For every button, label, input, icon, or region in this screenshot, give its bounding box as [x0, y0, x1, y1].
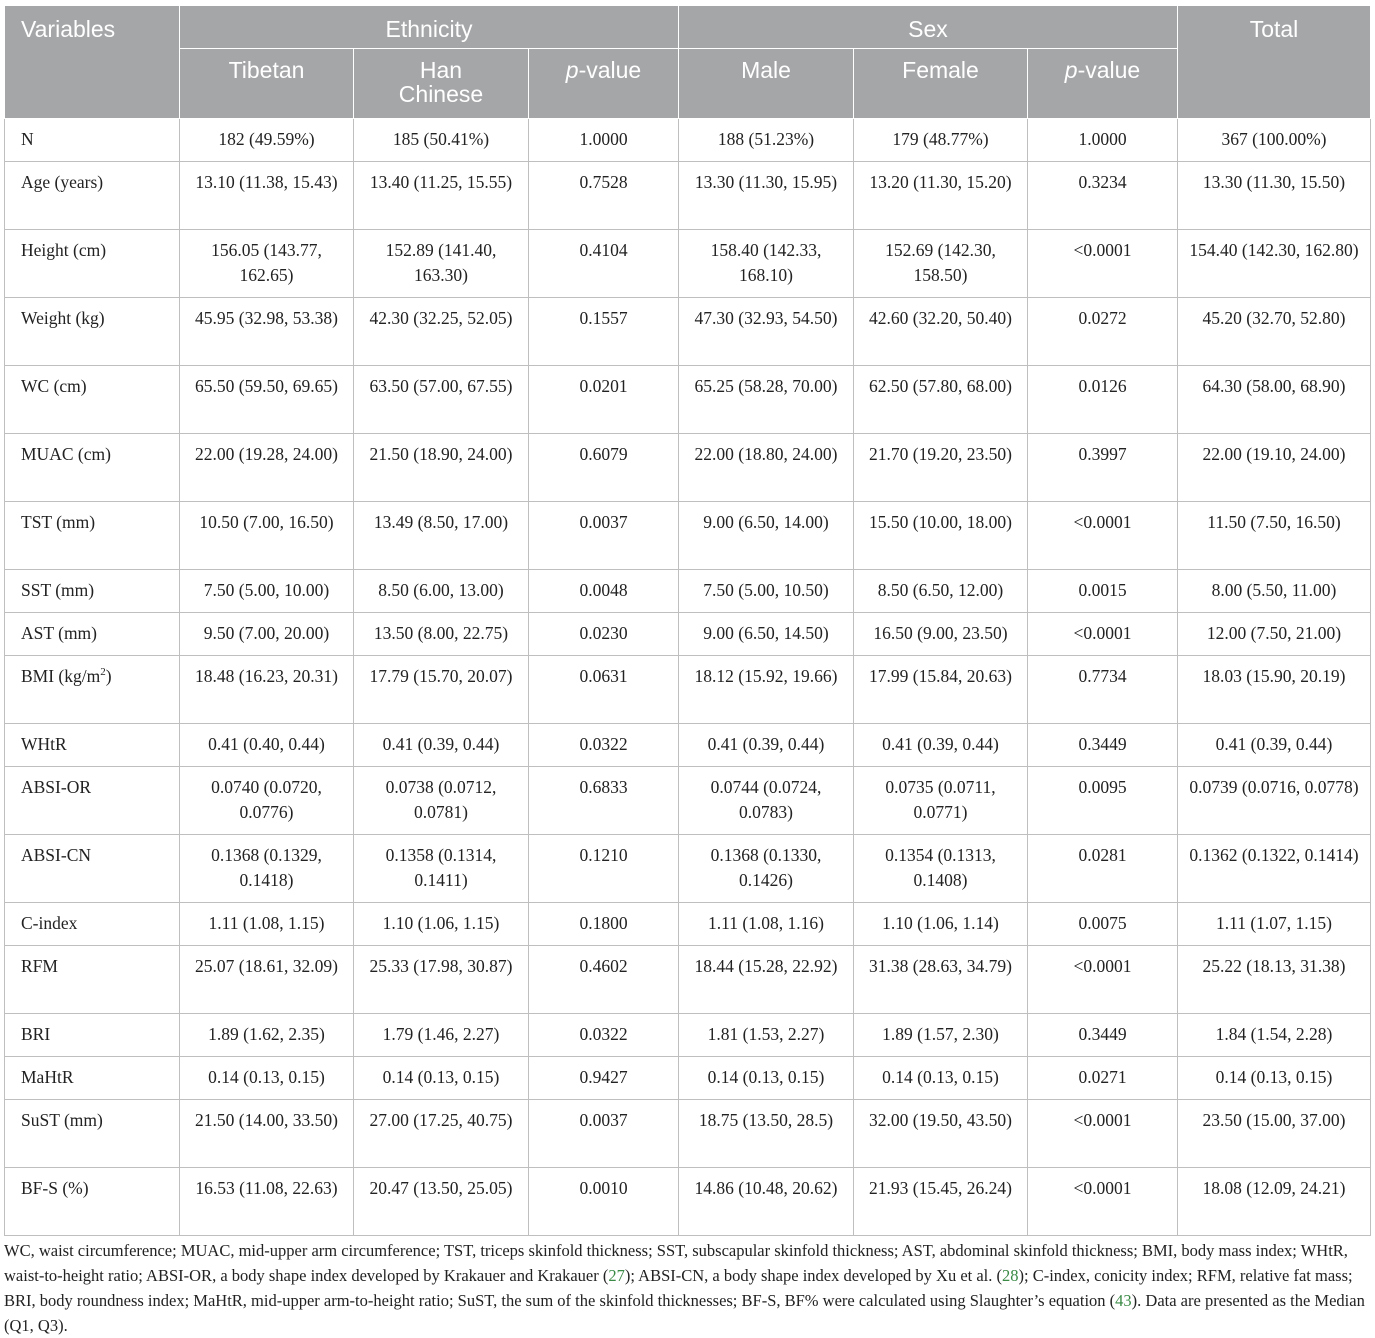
- cell-female: 0.41 (0.39, 0.44): [854, 724, 1028, 767]
- cell-total: 64.30 (58.00, 68.90): [1178, 366, 1371, 434]
- cell-variable: [5, 767, 180, 835]
- cell-p-value-sex: 0.0126: [1028, 366, 1178, 434]
- cell-total: 0.14 (0.13, 0.15): [1178, 1057, 1371, 1100]
- cell-variable: [5, 570, 180, 613]
- variable-label: AST (mm): [21, 623, 97, 643]
- cell-p-value-ethnicity: 0.4602: [529, 946, 679, 1014]
- variable-label: MaHtR: [21, 1067, 74, 1087]
- table-row: [5, 502, 1371, 570]
- cell-male: 14.86 (10.48, 20.62): [679, 1168, 854, 1236]
- table-row: [5, 903, 1371, 946]
- p-letter: p: [565, 57, 579, 83]
- cell-p-value-ethnicity: 0.0230: [529, 613, 679, 656]
- variable-label: WHtR: [21, 734, 67, 754]
- cell-tibetan: 7.50 (5.00, 10.00): [180, 570, 354, 613]
- table-row: [5, 1168, 1371, 1236]
- cell-female: 16.50 (9.00, 23.50): [854, 613, 1028, 656]
- variable-label-end: ): [105, 666, 112, 686]
- footnote-text-3: ); C-index, conicity index; RFM, relative fat mass; BRI, body roundness index; MaHtR, mid-upper arm-to-height ratio; SuST, the sum of the skinfold thicknesses; BF-S, BF% were calculated using Slaughter’s equation (: [4, 1266, 1353, 1310]
- cell-han-chinese: 152.89 (141.40, 163.30): [354, 230, 529, 298]
- cell-han-chinese: 0.41 (0.39, 0.44): [354, 724, 529, 767]
- header-variables: Variables: [5, 6, 180, 119]
- cell-p-value-ethnicity: 0.1800: [529, 903, 679, 946]
- cell-p-value-sex: 0.0271: [1028, 1057, 1178, 1100]
- cell-total: 367 (100.00%): [1178, 119, 1371, 162]
- cell-variable: [5, 656, 180, 724]
- cell-p-value-sex: 0.3449: [1028, 724, 1178, 767]
- cell-tibetan: 1.89 (1.62, 2.35): [180, 1014, 354, 1057]
- cell-han-chinese: 8.50 (6.00, 13.00): [354, 570, 529, 613]
- cell-p-value-ethnicity: 0.7528: [529, 162, 679, 230]
- variable-label: WC (cm): [21, 376, 87, 396]
- variable-label: MUAC (cm): [21, 444, 111, 464]
- table-row: [5, 230, 1371, 298]
- cell-tibetan: 0.1368 (0.1329, 0.1418): [180, 835, 354, 903]
- header-ethnicity: Ethnicity: [180, 6, 679, 49]
- cell-male: 18.12 (15.92, 19.66): [679, 656, 854, 724]
- cell-p-value-sex: 0.3234: [1028, 162, 1178, 230]
- cell-male: 1.11 (1.08, 1.16): [679, 903, 854, 946]
- table-footnote: [4, 1238, 1370, 1338]
- cell-tibetan: 0.41 (0.40, 0.44): [180, 724, 354, 767]
- header-p-value-ethnicity: [529, 49, 679, 119]
- cell-female: 62.50 (57.80, 68.00): [854, 366, 1028, 434]
- cell-p-value-sex: <0.0001: [1028, 502, 1178, 570]
- cell-han-chinese: 13.49 (8.50, 17.00): [354, 502, 529, 570]
- cell-female: 0.14 (0.13, 0.15): [854, 1057, 1028, 1100]
- cell-p-value-ethnicity: 0.9427: [529, 1057, 679, 1100]
- cell-female: 152.69 (142.30, 158.50): [854, 230, 1028, 298]
- cell-variable: [5, 434, 180, 502]
- variable-label: Age (years): [21, 172, 104, 192]
- cell-p-value-sex: 0.3449: [1028, 1014, 1178, 1057]
- table-row: [5, 1057, 1371, 1100]
- cell-female: 17.99 (15.84, 20.63): [854, 656, 1028, 724]
- variable-label: RFM: [21, 956, 58, 976]
- reference-link-43[interactable]: 43: [1115, 1291, 1132, 1310]
- cell-p-value-sex: <0.0001: [1028, 1168, 1178, 1236]
- cell-p-value-ethnicity: 0.1210: [529, 835, 679, 903]
- cell-tibetan: 16.53 (11.08, 22.63): [180, 1168, 354, 1236]
- variable-label: SuST (mm): [21, 1110, 103, 1130]
- cell-variable: [5, 1014, 180, 1057]
- cell-total: 18.03 (15.90, 20.19): [1178, 656, 1371, 724]
- cell-p-value-sex: 0.0281: [1028, 835, 1178, 903]
- footnote-text-4: ). Data are presented as the Median (Q1, Q3).: [4, 1291, 1365, 1335]
- cell-han-chinese: 63.50 (57.00, 67.55): [354, 366, 529, 434]
- cell-p-value-ethnicity: 0.0037: [529, 502, 679, 570]
- variable-label: ABSI-OR: [21, 777, 92, 797]
- cell-tibetan: 25.07 (18.61, 32.09): [180, 946, 354, 1014]
- cell-p-value-ethnicity: 0.6833: [529, 767, 679, 835]
- cell-male: 9.00 (6.50, 14.00): [679, 502, 854, 570]
- cell-variable: [5, 724, 180, 767]
- cell-han-chinese: 185 (50.41%): [354, 119, 529, 162]
- cell-p-value-ethnicity: 0.0631: [529, 656, 679, 724]
- cell-p-value-ethnicity: 0.0322: [529, 1014, 679, 1057]
- table-row: [5, 570, 1371, 613]
- cell-female: 0.1354 (0.1313, 0.1408): [854, 835, 1028, 903]
- cell-han-chinese: 1.10 (1.06, 1.15): [354, 903, 529, 946]
- cell-total: 8.00 (5.50, 11.00): [1178, 570, 1371, 613]
- table-row: [5, 1014, 1371, 1057]
- table-row: [5, 767, 1371, 835]
- cell-variable: [5, 119, 180, 162]
- cell-p-value-ethnicity: 0.0322: [529, 724, 679, 767]
- cell-p-value-ethnicity: 0.1557: [529, 298, 679, 366]
- cell-female: 8.50 (6.50, 12.00): [854, 570, 1028, 613]
- variable-label: BMI (kg/m: [21, 666, 101, 686]
- cell-male: 188 (51.23%): [679, 119, 854, 162]
- cell-total: 0.0739 (0.0716, 0.0778): [1178, 767, 1371, 835]
- cell-female: 179 (48.77%): [854, 119, 1028, 162]
- cell-male: 65.25 (58.28, 70.00): [679, 366, 854, 434]
- cell-male: 13.30 (11.30, 15.95): [679, 162, 854, 230]
- cell-total: 1.84 (1.54, 2.28): [1178, 1014, 1371, 1057]
- cell-female: 32.00 (19.50, 43.50): [854, 1100, 1028, 1168]
- table-row: [5, 835, 1371, 903]
- cell-male: 1.81 (1.53, 2.27): [679, 1014, 854, 1057]
- table-row: [5, 613, 1371, 656]
- cell-female: 21.70 (19.20, 23.50): [854, 434, 1028, 502]
- cell-male: 18.44 (15.28, 22.92): [679, 946, 854, 1014]
- footnote-text-1: WC, waist circumference; MUAC, mid-upper arm circumference; TST, triceps skinfold thickness; SST, subscapular skinfold thickness; AST, abdominal skinfold thickness; BMI, body mass index; WHtR, waist-to-height ratio; ABSI-OR, a body shape index developed by Krakauer and Krakauer (: [4, 1241, 1348, 1285]
- cell-female: 31.38 (28.63, 34.79): [854, 946, 1028, 1014]
- variable-label: SST (mm): [21, 580, 95, 600]
- cell-p-value-sex: 0.0075: [1028, 903, 1178, 946]
- cell-variable: [5, 502, 180, 570]
- cell-female: 1.10 (1.06, 1.14): [854, 903, 1028, 946]
- cell-total: 13.30 (11.30, 15.50): [1178, 162, 1371, 230]
- cell-p-value-sex: <0.0001: [1028, 1100, 1178, 1168]
- variable-label: C-index: [21, 913, 78, 933]
- cell-variable: [5, 230, 180, 298]
- cell-male: 0.14 (0.13, 0.15): [679, 1057, 854, 1100]
- cell-han-chinese: 25.33 (17.98, 30.87): [354, 946, 529, 1014]
- cell-variable: [5, 1100, 180, 1168]
- cell-p-value-sex: 0.3997: [1028, 434, 1178, 502]
- cell-female: 42.60 (32.20, 50.40): [854, 298, 1028, 366]
- cell-variable: [5, 366, 180, 434]
- header-female: Female: [854, 49, 1028, 119]
- cell-total: 45.20 (32.70, 52.80): [1178, 298, 1371, 366]
- table-row: [5, 946, 1371, 1014]
- cell-variable: [5, 903, 180, 946]
- header-total: Total: [1178, 6, 1371, 119]
- header-p-value-sex: [1028, 49, 1178, 119]
- header-han-chinese: Han Chinese: [354, 49, 529, 119]
- cell-han-chinese: 20.47 (13.50, 25.05): [354, 1168, 529, 1236]
- cell-female: 0.0735 (0.0711, 0.0771): [854, 767, 1028, 835]
- p-suffix: -value: [1077, 57, 1141, 83]
- cell-tibetan: 18.48 (16.23, 20.31): [180, 656, 354, 724]
- table-row: [5, 724, 1371, 767]
- cell-total: 11.50 (7.50, 16.50): [1178, 502, 1371, 570]
- variable-label: ABSI-CN: [21, 845, 92, 865]
- cell-tibetan: 156.05 (143.77, 162.65): [180, 230, 354, 298]
- cell-p-value-sex: 1.0000: [1028, 119, 1178, 162]
- cell-tibetan: 45.95 (32.98, 53.38): [180, 298, 354, 366]
- header-male: Male: [679, 49, 854, 119]
- cell-han-chinese: 21.50 (18.90, 24.00): [354, 434, 529, 502]
- cell-tibetan: 9.50 (7.00, 20.00): [180, 613, 354, 656]
- reference-link-28[interactable]: 28: [1002, 1266, 1019, 1285]
- cell-han-chinese: 13.40 (11.25, 15.55): [354, 162, 529, 230]
- cell-han-chinese: 0.1358 (0.1314, 0.1411): [354, 835, 529, 903]
- cell-male: 47.30 (32.93, 54.50): [679, 298, 854, 366]
- cell-tibetan: 0.14 (0.13, 0.15): [180, 1057, 354, 1100]
- cell-variable: [5, 946, 180, 1014]
- table-row: [5, 656, 1371, 724]
- cell-total: 1.11 (1.07, 1.15): [1178, 903, 1371, 946]
- table-row: [5, 162, 1371, 230]
- table-row: [5, 434, 1371, 502]
- cell-male: 158.40 (142.33, 168.10): [679, 230, 854, 298]
- cell-p-value-sex: 0.0272: [1028, 298, 1178, 366]
- cell-tibetan: 13.10 (11.38, 15.43): [180, 162, 354, 230]
- variable-label: TST (mm): [21, 512, 96, 532]
- header-sex: Sex: [679, 6, 1178, 49]
- variable-label: N: [21, 129, 34, 149]
- table-row: [5, 1100, 1371, 1168]
- cell-female: 21.93 (15.45, 26.24): [854, 1168, 1028, 1236]
- reference-link-27[interactable]: 27: [608, 1266, 625, 1285]
- cell-tibetan: 182 (49.59%): [180, 119, 354, 162]
- cell-p-value-ethnicity: 0.0201: [529, 366, 679, 434]
- variable-label-superscript: 2: [100, 666, 106, 679]
- cell-female: 13.20 (11.30, 15.20): [854, 162, 1028, 230]
- cell-p-value-sex: <0.0001: [1028, 230, 1178, 298]
- cell-p-value-ethnicity: 1.0000: [529, 119, 679, 162]
- cell-total: 0.1362 (0.1322, 0.1414): [1178, 835, 1371, 903]
- cell-tibetan: 21.50 (14.00, 33.50): [180, 1100, 354, 1168]
- variable-label: Weight (kg): [21, 308, 105, 328]
- cell-p-value-ethnicity: 0.0010: [529, 1168, 679, 1236]
- cell-tibetan: 1.11 (1.08, 1.15): [180, 903, 354, 946]
- cell-variable: [5, 1057, 180, 1100]
- cell-p-value-ethnicity: 0.4104: [529, 230, 679, 298]
- cell-male: 0.1368 (0.1330, 0.1426): [679, 835, 854, 903]
- variable-label: BRI: [21, 1024, 51, 1044]
- cell-tibetan: 10.50 (7.00, 16.50): [180, 502, 354, 570]
- cell-p-value-sex: 0.0095: [1028, 767, 1178, 835]
- cell-han-chinese: 42.30 (32.25, 52.05): [354, 298, 529, 366]
- cell-total: 0.41 (0.39, 0.44): [1178, 724, 1371, 767]
- cell-variable: [5, 298, 180, 366]
- p-letter: p: [1064, 57, 1078, 83]
- cell-tibetan: 0.0740 (0.0720, 0.0776): [180, 767, 354, 835]
- variable-label: Height (cm): [21, 240, 107, 260]
- cell-tibetan: 65.50 (59.50, 69.65): [180, 366, 354, 434]
- cell-total: 12.00 (7.50, 21.00): [1178, 613, 1371, 656]
- variable-label: BF-S (%): [21, 1178, 89, 1198]
- p-suffix: -value: [578, 57, 642, 83]
- cell-variable: [5, 162, 180, 230]
- cell-male: 18.75 (13.50, 28.5): [679, 1100, 854, 1168]
- table-row: [5, 119, 1371, 162]
- footnote-text-2: ); ABSI-CN, a body shape index developed by Xu et al. (: [624, 1266, 1003, 1285]
- cell-han-chinese: 27.00 (17.25, 40.75): [354, 1100, 529, 1168]
- cell-female: 15.50 (10.00, 18.00): [854, 502, 1028, 570]
- cell-p-value-sex: 0.0015: [1028, 570, 1178, 613]
- cell-total: 25.22 (18.13, 31.38): [1178, 946, 1371, 1014]
- cell-han-chinese: 17.79 (15.70, 20.07): [354, 656, 529, 724]
- cell-total: 23.50 (15.00, 37.00): [1178, 1100, 1371, 1168]
- data-table: [4, 5, 1371, 1236]
- cell-tibetan: 22.00 (19.28, 24.00): [180, 434, 354, 502]
- cell-total: 18.08 (12.09, 24.21): [1178, 1168, 1371, 1236]
- cell-han-chinese: 0.0738 (0.0712, 0.0781): [354, 767, 529, 835]
- cell-han-chinese: 1.79 (1.46, 2.27): [354, 1014, 529, 1057]
- cell-male: 0.0744 (0.0724, 0.0783): [679, 767, 854, 835]
- cell-p-value-ethnicity: 0.0048: [529, 570, 679, 613]
- cell-variable: [5, 613, 180, 656]
- cell-male: 0.41 (0.39, 0.44): [679, 724, 854, 767]
- table-body: [5, 119, 1371, 1236]
- cell-total: 154.40 (142.30, 162.80): [1178, 230, 1371, 298]
- cell-p-value-ethnicity: 0.6079: [529, 434, 679, 502]
- cell-female: 1.89 (1.57, 2.30): [854, 1014, 1028, 1057]
- cell-variable: [5, 1168, 180, 1236]
- table-row: [5, 298, 1371, 366]
- header-tibetan: Tibetan: [180, 49, 354, 119]
- cell-male: 7.50 (5.00, 10.50): [679, 570, 854, 613]
- table-header: [5, 6, 1371, 119]
- cell-male: 22.00 (18.80, 24.00): [679, 434, 854, 502]
- cell-p-value-ethnicity: 0.0037: [529, 1100, 679, 1168]
- cell-male: 9.00 (6.50, 14.50): [679, 613, 854, 656]
- cell-han-chinese: 0.14 (0.13, 0.15): [354, 1057, 529, 1100]
- cell-p-value-sex: 0.7734: [1028, 656, 1178, 724]
- table-row: [5, 366, 1371, 434]
- cell-variable: [5, 835, 180, 903]
- cell-total: 22.00 (19.10, 24.00): [1178, 434, 1371, 502]
- cell-han-chinese: 13.50 (8.00, 22.75): [354, 613, 529, 656]
- cell-p-value-sex: <0.0001: [1028, 613, 1178, 656]
- cell-p-value-sex: <0.0001: [1028, 946, 1178, 1014]
- table-container: [4, 5, 1370, 1236]
